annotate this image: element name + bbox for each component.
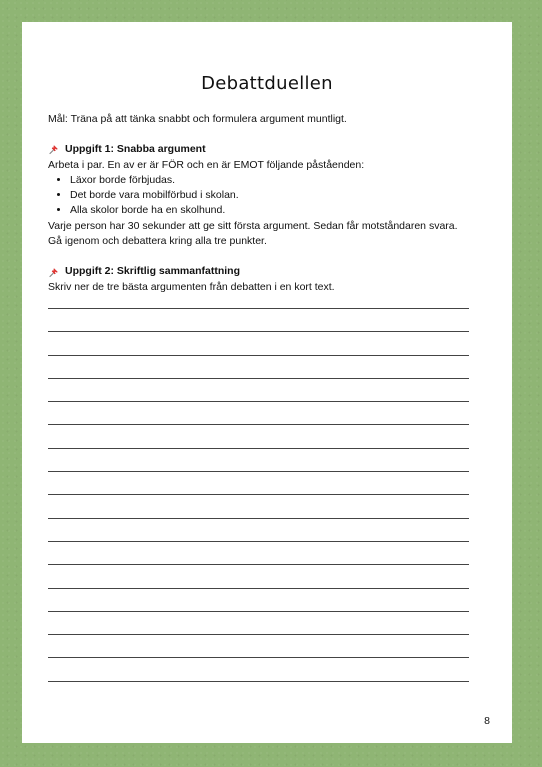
claims-list (48, 173, 488, 219)
task1-heading (48, 142, 488, 157)
pin-icon (48, 267, 59, 278)
task1-intro: Arbeta i par. En av er är FÖR och en är EMOT följande påståenden: (48, 158, 365, 171)
writing-line[interactable] (48, 471, 469, 472)
page-number: 8 (484, 715, 490, 727)
writing-line[interactable] (48, 378, 469, 379)
worksheet-content (48, 112, 488, 295)
list-item: • Det borde vara mobilförbud i skolan. (70, 188, 488, 203)
writing-line[interactable] (48, 308, 469, 309)
task2-heading-label: Uppgift 2: Skriftlig sammanfattning (65, 265, 241, 278)
writing-line[interactable] (48, 564, 469, 565)
section-spacer (48, 249, 488, 264)
worksheet-page (22, 22, 512, 743)
pin-icon (48, 144, 59, 155)
task1-heading-label: Uppgift 1: Snabba argument (65, 143, 206, 156)
writing-line[interactable] (48, 541, 469, 542)
task1-instructions: Varje person har 30 sekunder att ge sitt första argument. Sedan får motståndaren svara. (48, 219, 458, 232)
task2-text: Skriv ner de tre bästa argumenten från debatten i en kort text. (48, 280, 335, 293)
writing-line[interactable] (48, 401, 469, 402)
writing-line[interactable] (48, 448, 469, 449)
task2-heading (48, 264, 488, 279)
writing-line[interactable] (48, 657, 469, 658)
page-title: Debattduellen (201, 73, 333, 94)
writing-line[interactable] (48, 331, 469, 332)
writing-line[interactable] (48, 634, 469, 635)
writing-lines[interactable] (48, 308, 469, 704)
list-item: • Läxor borde förbjudas. (70, 173, 488, 188)
writing-line[interactable] (48, 355, 469, 356)
task1-instructions-2: Gå igenom och debattera kring alla tre punkter. (48, 235, 267, 248)
goal-text: Mål: Träna på att tänka snabbt och formulera argument muntligt. (48, 113, 347, 125)
list-item: • Alla skolor borde ha en skolhund. (70, 203, 488, 218)
writing-line[interactable] (48, 588, 469, 589)
writing-line[interactable] (48, 611, 469, 612)
writing-line[interactable] (48, 494, 469, 495)
writing-line[interactable] (48, 518, 469, 519)
writing-line[interactable] (48, 681, 469, 682)
writing-line[interactable] (48, 424, 469, 425)
